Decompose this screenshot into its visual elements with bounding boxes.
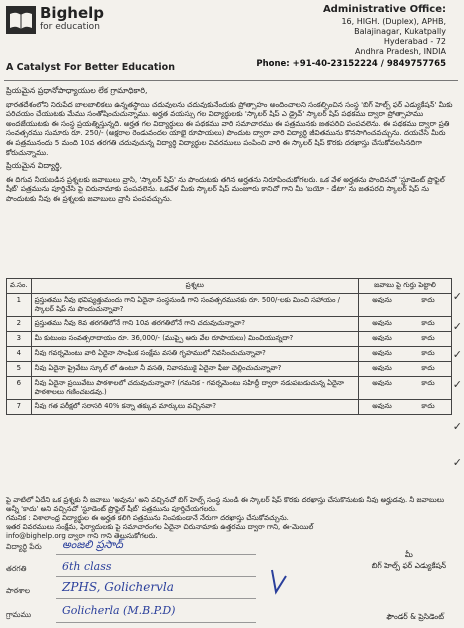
table-row — [7, 347, 452, 362]
school-field[interactable]: ZPHS, Golichervla — [62, 580, 174, 594]
brand-subtitle: for education — [40, 22, 100, 32]
check-mark-icon: ✓ — [452, 320, 462, 333]
answer-yes[interactable]: అవును — [359, 377, 406, 400]
table-row — [7, 377, 452, 400]
closing-block — [372, 550, 446, 572]
footer-note: గమనిక : విశాలాంధ్ర విద్యార్థుల ఈ అర్హత కలిగి పత్రమును నింపకుండానే నేరుగా దరఖాస్తు చేసుకోవచ్చును. — [6, 514, 289, 522]
address-line: Andhra Pradesh, INDIA — [355, 47, 446, 56]
salutation-student: ప్రియమైన విద్యార్థి, — [6, 161, 63, 171]
contact-email-line: info@bighelp.org ద్వారా గాని గాని తెలుసుకోగలరు. — [6, 532, 158, 540]
class-label: తరగతి — [6, 564, 27, 573]
question-text: ప్రస్తుతము నీవు భవిష్యత్తుమందు గాని ఏదైనా సంస్థనుండి గాని సంవత్సరమునకు రూ. 500/-లకు మించి సహాయం / స్కాలర్ షిప్ ను పొందుచున్నావా? — [31, 294, 358, 317]
table-row — [7, 294, 452, 317]
row-number: 5 — [7, 362, 32, 377]
address-line: Balajinagar, Kukatpally — [354, 27, 446, 36]
row-number: 3 — [7, 332, 32, 347]
letter-paragraph: భారతదేశంలోని నిరుపేద బాలబాలికలు ఉన్నతస్థాయి చదువులను చదువుకునేందుకు ప్రోత్సాహం అందించాలని సంకల్పించిన సంస్థ 'బిగ్ హెల్ప్ ఫర్ ఎడ్యుకేషన్' మీకు పరిచయం చేయుటకు మేము సంతోషించుచున్నాము. అర్హత వయస్సు గల విద్యార్థులకు 'స్కాలర్ షిప్ ఎ డ్రైవ్' స్కాలర్ షిప్ పథకము ద్వారా ప్రోత్సాహము అందజేయుటకు ఈ సంస్థ ప్రయత్నిస్తున్నది. అర్హత గల విద్యార్థులు ఈ పథకము వారి సమాచారము ఈ పత్రమునకు జతపరిచి పంపవలెను. ఈ పథకము ద్వారా ప్రతి సంవత్సరము సుమారు రూ. 250/- (అక్షరాల రెండువందల యాభై రూపాయలు) పొందుట ద్వారా వారి విద్యార్థి జీవితమును కొనసాగించవచ్చును. దయచేసి మీరు ఈ పత్రమునందు 5 మంది 10వ తరగతి చదువుచున్న విద్యార్థి విద్యార్థుల వివరములు పంపించి వారి ఈ స్కాలర్ షిప్ కొరకు దరఖాస్తు చేసుకోవలసినదిగా కోరుచున్నాము. — [6, 99, 453, 157]
answer-no[interactable]: కాదు — [405, 347, 452, 362]
row-number: 2 — [7, 317, 32, 332]
table-row — [7, 362, 452, 377]
letter-paragraph: ఈ దిగువ నీయబడిన ప్రశ్నలకు జవాబులు వ్రాసి, 'స్కాలర్ షిప్' ను పొందుటకు తగిన అర్హతను నిరూపించుకోగలరు. ఒక వేళ అర్హతను పొందినచో 'స్టూడెంట్ ప్రొఫైల్ షీట్' పత్రమును పూర్తిచేసి పై చిరునామాకు పంపవలెను. ఒకవేళ మీకు స్కాలర్ షిప్ మంజూరు కానిచో గాని మీ 'బయో - డేటా' ను జతపరచి స్కాలర్ షిప్ ను పొందుటకు నీవు ఈ ప్రశ్నలకు జవాబులు వ్రాసి పంపవచ్చును. — [6, 174, 445, 203]
check-mark-icon: ✓ — [452, 290, 462, 303]
answer-no[interactable]: కాదు — [405, 294, 452, 317]
table-row — [7, 400, 452, 415]
row-number: 4 — [7, 347, 32, 362]
answer-no[interactable]: కాదు — [405, 362, 452, 377]
field-underline — [56, 576, 256, 577]
answer-yes[interactable]: అవును — [359, 332, 406, 347]
organization-name: బిగ్ హెల్ప్ ఫర్ ఎడ్యుకేషన్ — [371, 561, 446, 570]
answer-no[interactable]: కాదు — [405, 377, 452, 400]
open-book-logo-icon — [6, 6, 36, 34]
answer-yes[interactable]: అవును — [359, 317, 406, 332]
row-number: 6 — [7, 377, 32, 400]
address-line: 16, HIGH. (Duplex), APHB, — [341, 17, 446, 26]
answer-no[interactable]: కాదు — [405, 400, 452, 415]
question-text: నీవు ఏదైనా ప్రైవేటు స్కూల్ లో ఉంటూ నీ వసతి, నివాసముకై ఏదైనా ఫీజు చెల్లించుచున్నావా? — [31, 362, 358, 377]
footer-paragraph: ఇతర వివరములు సంక్షేమ, ఫిర్యాదులకు పై సమాచారంగల ఏదైనా చిరునామాకు ఉత్తరము ద్వారా గాని, ఈ-మెయిల్ — [6, 523, 314, 531]
eligibility-table — [6, 278, 452, 415]
student-form — [6, 540, 306, 628]
column-header-answer: జవాబు పై గుర్తు పెట్టాలి — [359, 279, 452, 294]
school-label: పాఠశాల — [6, 586, 31, 595]
answer-no[interactable]: కాదు — [405, 317, 452, 332]
tagline: A Catalyst For Better Education — [6, 62, 175, 73]
name-label: విద్యార్థి పేరు — [6, 542, 42, 551]
question-text: నీవు ఏదైనా ప్రయివేటు పాఠశాలలో చదువుచున్నావా? (గమనిక - గవర్నమెంటు సహిద్దీ ద్వారా నడుపబడుచున్న ఏదైనా పాఠశాలలు గణించబడవు.) — [31, 377, 358, 400]
instructions-footer — [6, 496, 456, 541]
closing-word: మీ — [404, 550, 413, 559]
row-number: 7 — [7, 400, 32, 415]
check-mark-icon: ✓ — [452, 420, 462, 433]
village-label: గ్రామము — [6, 610, 32, 619]
question-text: మీ కుటుంబ సంవత్సరాదాయం రూ. 36,000/- (ముప్పై ఆరు వేల రూపాయలు) మించియున్నదా? — [31, 332, 358, 347]
table-header-row — [7, 279, 452, 294]
row-number: 1 — [7, 294, 32, 317]
signature-mark-icon — [268, 566, 290, 596]
village-field[interactable]: Golicherla (M.B.P.D) — [62, 604, 176, 617]
answer-yes[interactable]: అవును — [359, 400, 406, 415]
phone-number: Phone: +91-40-23152224 / 9849757765 — [256, 59, 446, 69]
question-text: నీవు గవర్నమెంటు వారి ఏదైనా సాంఘిక సంక్షేమ వసతి గృహములో నివసించుచున్నావా? — [31, 347, 358, 362]
founder-title: ఫౌండర్ & ప్రెసిడెంట్ — [386, 612, 444, 621]
student-name-field[interactable]: అంజలి ప్రసాద్ — [62, 538, 123, 551]
office-address — [256, 5, 446, 69]
check-mark-icon: ✓ — [452, 348, 462, 361]
check-mark-icon: ✓ — [452, 456, 462, 469]
field-underline — [56, 554, 256, 555]
field-underline — [56, 622, 256, 623]
letter-body — [6, 86, 454, 208]
brand-name: Bighelp — [40, 4, 105, 22]
answer-yes[interactable]: అవును — [359, 362, 406, 377]
question-text: నీవు గత పరీక్షలో సరాసరి 40% కన్నా తక్కువ మార్కులు వచ్చినవా? — [31, 400, 358, 415]
address-line: Hyderabad - 72 — [383, 37, 446, 46]
question-text: ప్రస్తుతము నీవు 8వ తరగతిలోనే గాని 10వ తరగతిలోనే గాని చదువుచున్నావా? — [31, 317, 358, 332]
office-title: Administrative Office: — [322, 4, 446, 15]
header-divider — [4, 80, 458, 81]
salutation-headmaster: ప్రియమైన ప్రధానోపాధ్యాయుల లేక గ్రామాధికారి, — [6, 86, 148, 95]
column-header-question: ప్రశ్నలు — [31, 279, 358, 294]
footer-paragraph: పై వాటిలో ఏదేని ఒక ప్రశ్నకు నీ జవాబు 'అవును' అని వచ్చినచో బిగ్ హెల్ప్ సంస్థ నుండి ఈ స్కాలర్ షిప్ కొరకు దరఖాస్తు చేసుకొనుటకు నీవు అర్హుడవు. నీ జవాబులు అన్నీ 'కాదు' అని వచ్చినచో 'స్టూడెంట్ ప్రొఫైల్ షీట్' పత్రమును పూర్తిచేయగలరు. — [6, 496, 445, 513]
answer-yes[interactable]: అవును — [359, 294, 406, 317]
column-header-no: వ.సం. — [7, 279, 32, 294]
class-field[interactable]: 6th class — [62, 560, 112, 573]
answer-yes[interactable]: అవును — [359, 347, 406, 362]
table-row — [7, 332, 452, 347]
field-underline — [56, 598, 256, 599]
table-row — [7, 317, 452, 332]
answer-no[interactable]: కాదు — [405, 332, 452, 347]
check-mark-icon: ✓ — [452, 378, 462, 391]
